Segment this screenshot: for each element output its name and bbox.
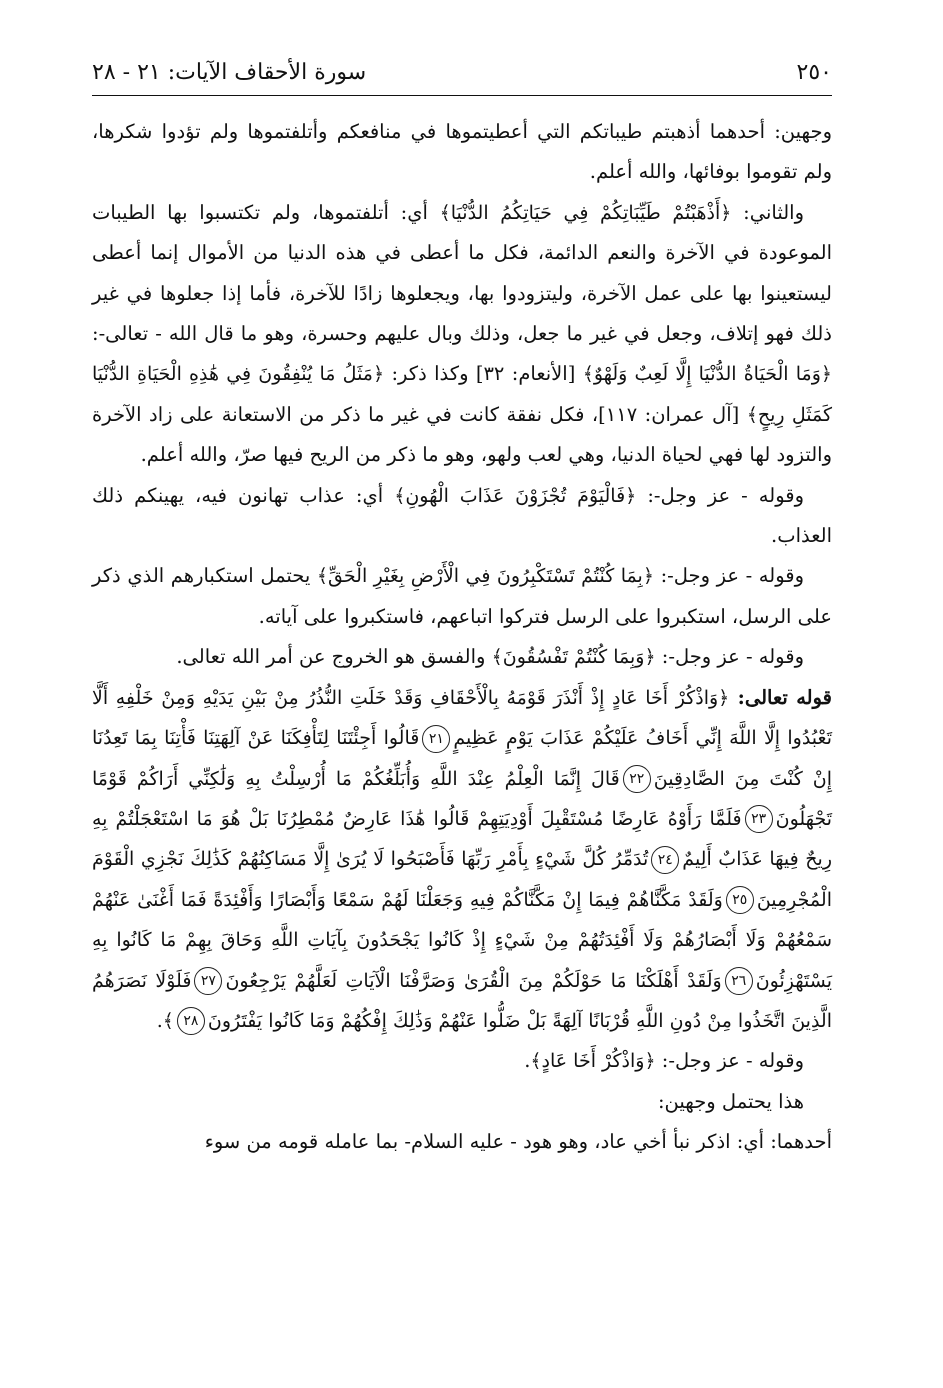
paragraph bbox=[92, 476, 832, 557]
section-lead: قوله تعالى: bbox=[729, 685, 832, 709]
verse-number-marker: ٢٣ bbox=[745, 805, 773, 833]
quran-quote: ﴾. bbox=[156, 1009, 174, 1032]
quran-quote: ﴿وَمَا الْحَيَاةُ الدُّنْيَا إِلَّا لَعِبٌ وَلَهْوٌ﴾ bbox=[582, 363, 832, 386]
body-run: أي: أتلفتموها، ولم تكتسبوا بها الطيبات الموعودة في الآخرة والنعم الدائمة، فكل ما أعطى في هذه الدنيا من الأموال إنما أعطى ليستعينوا بها على عمل الآخرة، وليتزودوا بها، ويجعلوها زادًا للآخرة، فأما إذا جعلوها في غير ذلك فهو إتلاف، وجعل في غير ما جعل، وذلك وبال عليهم وحسرة، وهو ما قال الله - تعالى-: bbox=[92, 200, 832, 346]
body-text bbox=[92, 112, 832, 1163]
body-run: وقوله - عز وجل-: bbox=[636, 483, 805, 507]
body-run: أي: عذاب تهانون فيه، يهينكم ذلك العذاب. bbox=[92, 483, 832, 548]
verse-number-marker: ٢٨ bbox=[177, 1007, 205, 1035]
quran-quote: قَالُوا أَجِئْتَنَا لِتَأْفِكَنَا عَنْ آلِهَتِنَا فَأْتِنَا بِمَا تَعِدُنَا إِنْ كُنْتَ مِنَ الصَّادِقِينَ bbox=[92, 727, 832, 790]
body-run: يحتمل استكبارهم الذي ذكر على الرسل، استكبروا على الرسل فتركوا اتباعهم، فاستكبروا على آياته. bbox=[92, 564, 832, 628]
body-run: والفسق هو الخروج عن أمر الله تعالى. bbox=[176, 645, 492, 669]
body-run: أحدهما: أي: اذكر نبأ أخي عاد، وهو هود - عليه السلام- بما عامله قومه من سوء bbox=[204, 1130, 832, 1154]
body-run: وقوله - عز وجل-: bbox=[653, 564, 805, 588]
body-run: . bbox=[524, 1049, 531, 1073]
page-header bbox=[92, 50, 832, 94]
paragraph bbox=[92, 1122, 832, 1162]
quran-quote: فَلَمَّا رَأَوْهُ عَارِضًا مُسْتَقْبِلَ أَوْدِيَتِهِمْ قَالُوا هَٰذَا عَارِضٌ مُمْطِرُنَا بَلْ هُوَ مَا اسْتَعْجَلْتُمْ بِهِ رِيحٌ فِيهَا عَذَابٌ أَلِيمٌ bbox=[92, 807, 832, 871]
body-run: [آل عمران: ١١٧]، فكل نفقة كانت في غير ما ذكر من الاستعانة على زاد الآخرة والتزود لها فهي لحياة الدنيا، وهي لعب ولهو، وهو ما ذكر من الريح فيها صرّ، والله أعلم. bbox=[92, 402, 832, 467]
body-run: هذا يحتمل وجهين: bbox=[657, 1089, 804, 1113]
quran-quote: ﴿بِمَا كُنْتُمْ تَسْتَكْبِرُونَ فِي الْأَرْضِ بِغَيْرِ الْحَقِّ﴾ bbox=[316, 565, 654, 588]
verse-number-marker: ٢٦ bbox=[725, 967, 753, 995]
paragraph bbox=[92, 112, 832, 193]
paragraph bbox=[92, 556, 832, 637]
body-run: وقوله - عز وجل-: bbox=[655, 645, 804, 669]
body-run: وقوله - عز وجل-: bbox=[655, 1049, 804, 1073]
body-run: والثاني: bbox=[731, 200, 804, 224]
quran-quote: وَلَقَدْ أَهْلَكْنَا مَا حَوْلَكُمْ مِنَ الْقُرَىٰ وَصَرَّفْنَا الْآيَاتِ لَعَلَّهُمْ يَرْجِعُونَ bbox=[225, 969, 722, 992]
running-title: سورة الأحقاف الآيات: ٢١ - ٢٨ bbox=[92, 59, 367, 85]
paragraph bbox=[92, 678, 832, 1042]
verse-number-marker: ٢٢ bbox=[623, 765, 651, 793]
paragraph bbox=[92, 637, 832, 677]
body-run: وجهين: أحدهما أذهبتم طيباتكم التي أعطيتموها في منافعكم وأتلفتموها ولم تؤدوا شكرها، ولم تقوموا بوفائها، والله أعلم. bbox=[92, 120, 832, 184]
quran-quote: ﴿وَاذْكُرْ أَخَا عَادٍ﴾ bbox=[530, 1050, 656, 1073]
paragraph bbox=[92, 193, 832, 476]
page-number: ٢٥٠ bbox=[796, 59, 832, 85]
verse-number-marker: ٢٤ bbox=[651, 846, 679, 874]
verse-number-marker: ٢٧ bbox=[194, 967, 222, 995]
paragraph bbox=[92, 1082, 832, 1122]
quran-quote: ﴿وَاذْكُرْ أَخَا عَادٍ إِذْ أَنْذَرَ قَوْمَهُ بِالْأَحْقَافِ وَقَدْ خَلَتِ النُّذُرُ مِنْ بَيْنِ يَدَيْهِ وَمِنْ خَلْفِهِ أَلَّا تَعْبُدُوا إِلَّا اللَّهَ إِنِّي أَخَافُ عَلَيْكُمْ عَذَابَ يَوْمٍ عَظِيمٍ bbox=[92, 686, 832, 750]
quran-quote: ﴿أَذْهَبْتُمْ طَيِّبَاتِكُمْ فِي حَيَاتِكُمُ الدُّنْيَا﴾ bbox=[439, 201, 732, 224]
quran-quote: قَالَ إِنَّمَا الْعِلْمُ عِنْدَ اللَّهِ وَأُبَلِّغُكُمْ مَا أُرْسِلْتُ بِهِ وَلَٰكِنِّي أَرَاكُمْ قَوْمًا تَجْهَلُونَ bbox=[92, 767, 832, 830]
quran-quote: فَلَوْلَا نَصَرَهُمُ الَّذِينَ اتَّخَذُوا مِنْ دُونِ اللَّهِ قُرْبَانًا آلِهَةً بَلْ ضَلُّوا عَنْهُمْ وَذَٰلِكَ إِفْكُهُمْ وَمَا كَانُوا يَفْتَرُونَ bbox=[92, 969, 832, 1032]
quran-quote: تُدَمِّرُ كُلَّ شَيْءٍ بِأَمْرِ رَبِّهَا فَأَصْبَحُوا لَا يُرَىٰ إِلَّا مَسَاكِنُهُمْ كَذَٰلِكَ نَجْزِي الْقَوْمَ الْمُجْرِمِينَ bbox=[92, 848, 832, 911]
header-divider bbox=[92, 95, 832, 96]
verse-number-marker: ٢٥ bbox=[726, 886, 754, 914]
quran-quote: ﴿وَبِمَا كُنْتُمْ تَفْسُقُونَ﴾ bbox=[491, 646, 656, 669]
quran-quote: وَلَقَدْ مَكَّنَّاهُمْ فِيمَا إِنْ مَكَّنَّاكُمْ فِيهِ وَجَعَلْنَا لَهُمْ سَمْعًا وَأَبْصَارًا وَأَفْئِدَةً فَمَا أَغْنَىٰ عَنْهُمْ سَمْعُهُمْ وَلَا أَبْصَارُهُمْ وَلَا أَفْئِدَتُهُمْ مِنْ شَيْءٍ إِذْ كَانُوا يَجْحَدُونَ بِآيَاتِ اللَّهِ وَحَاقَ بِهِمْ مَا كَانُوا بِهِ يَسْتَهْزِئُونَ bbox=[92, 888, 832, 992]
quran-quote: ﴿فَالْيَوْمَ تُجْزَوْنَ عَذَابَ الْهُونِ﴾ bbox=[394, 484, 637, 507]
quran-quote: ﴿مَثَلُ مَا يُنْفِقُونَ فِي هَٰذِهِ الْحَيَاةِ الدُّنْيَا كَمَثَلِ رِيحٍ﴾ bbox=[92, 363, 833, 426]
verse-number-marker: ٢١ bbox=[422, 725, 450, 753]
paragraph bbox=[92, 1041, 832, 1081]
body-run: [الأنعام: ٣٢] وكذا ذكر: bbox=[384, 362, 583, 386]
